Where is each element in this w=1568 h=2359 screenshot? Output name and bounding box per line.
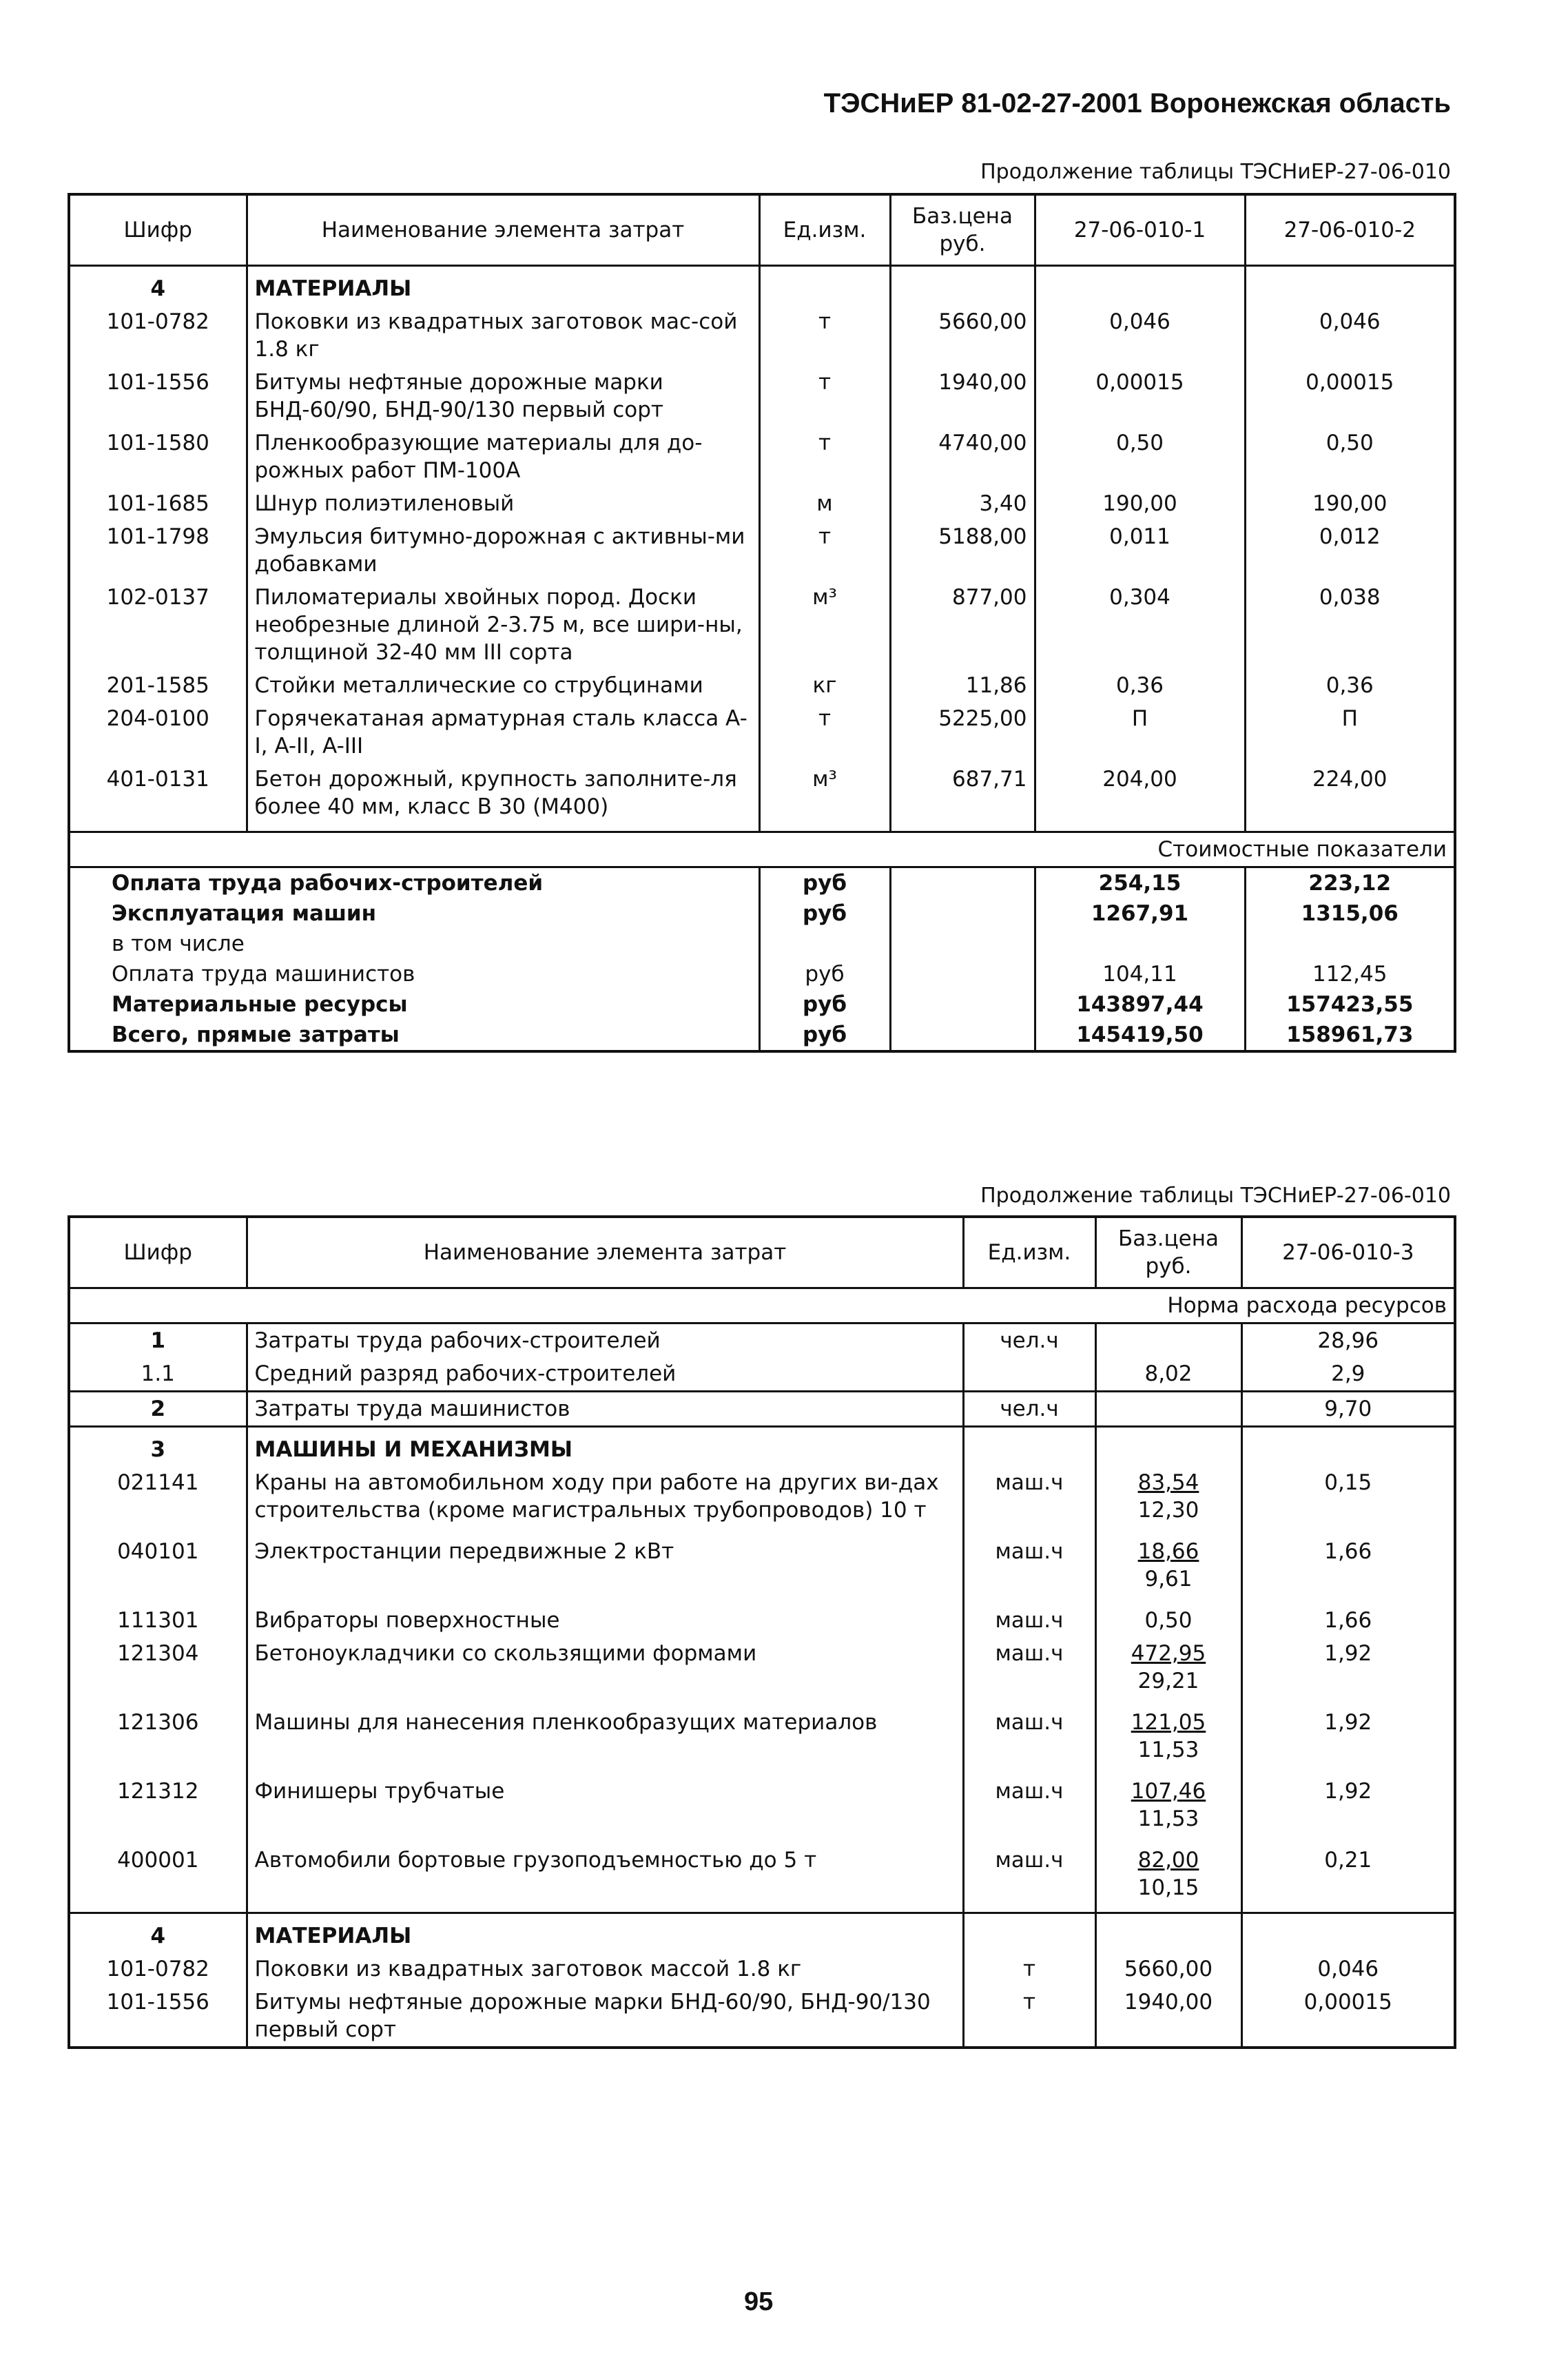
resource-name: Средний разряд рабочих-строителей	[247, 1357, 963, 1392]
table-row	[69, 1323, 1455, 1358]
norm-value-2: 190,00	[1245, 487, 1455, 520]
resource-base-price: 687,71	[890, 763, 1035, 832]
table1-body	[69, 266, 1455, 1051]
summary-value-1	[1035, 929, 1245, 959]
norm-value-1: П	[1035, 702, 1245, 763]
summary-unit: руб	[759, 989, 890, 1020]
document-header-title: ТЭСНиЕР 81-02-27-2001 Воронежская область	[823, 88, 1451, 119]
summary-label: в том числе	[69, 929, 759, 959]
operator-wage-value: 11,53	[1137, 1806, 1199, 1831]
norm-value-2: П	[1245, 702, 1455, 763]
resource-base-price	[1095, 1913, 1241, 1953]
resource-unit: т	[759, 366, 890, 426]
summary-row	[69, 898, 1455, 929]
norm-value-2: 0,038	[1245, 581, 1455, 669]
resource-base-price	[1095, 1775, 1241, 1844]
norm-value-2: 0,50	[1245, 426, 1455, 487]
resource-base-price	[1095, 1357, 1241, 1392]
cost-indicators-band	[69, 832, 1455, 867]
operator-wage-value: 10,15	[1137, 1875, 1199, 1900]
summary-row	[69, 989, 1455, 1020]
resource-base-price: 877,00	[890, 581, 1035, 669]
table-row	[69, 1637, 1455, 1706]
base-price-value: 5660,00	[1124, 1956, 1213, 1981]
summary-label: Всего, прямые затраты	[69, 1020, 759, 1051]
norm-value-3	[1241, 1913, 1455, 1953]
summary-price-empty	[890, 867, 1035, 898]
resource-base-price	[1095, 1323, 1241, 1358]
norm-value-1: 0,046	[1035, 305, 1245, 366]
resource-name: Стойки металлические со струбцинами	[247, 669, 759, 702]
norm-value-1: 0,50	[1035, 426, 1245, 487]
summary-value-2: 223,12	[1245, 867, 1455, 898]
norm-value-3: 1,92	[1241, 1706, 1455, 1775]
resource-base-price	[1095, 1637, 1241, 1706]
summary-value-2	[1245, 929, 1455, 959]
resource-base-price	[1095, 1953, 1241, 1986]
norm-value-2: 0,00015	[1245, 366, 1455, 426]
resource-code: 101-1798	[69, 520, 247, 581]
resource-unit: т	[963, 1986, 1095, 2048]
base-price-value: 0,50	[1144, 1608, 1193, 1633]
col-header-norm-2: 27-06-010-2	[1245, 194, 1455, 266]
resource-unit	[963, 1913, 1095, 1953]
norm-value-1: 190,00	[1035, 487, 1245, 520]
col-header-norm-1: 27-06-010-1	[1035, 194, 1245, 266]
resource-name: Эмульсия битумно-дорожная с активны-ми добавками	[247, 520, 759, 581]
norm-value-1: 0,011	[1035, 520, 1245, 581]
resource-unit: чел.ч	[963, 1323, 1095, 1358]
resource-unit: м	[759, 487, 890, 520]
table-row	[69, 1357, 1455, 1392]
table-row	[69, 487, 1455, 520]
col-header-price: Баз.цена руб.	[890, 194, 1035, 266]
table-row	[69, 305, 1455, 366]
resource-name: Поковки из квадратных заготовок мас-сой 1.8 кг	[247, 305, 759, 366]
table-row	[69, 520, 1455, 581]
resource-name: Поковки из квадратных заготовок массой 1.8 кг	[247, 1953, 963, 1986]
norm-value-1: 204,00	[1035, 763, 1245, 832]
summary-label: Материальные ресурсы	[69, 989, 759, 1020]
resource-name: Битумы нефтяные дорожные марки БНД-60/90, БНД-90/130 первый сорт	[247, 1986, 963, 2048]
resource-unit: маш.ч	[963, 1535, 1095, 1604]
resource-base-price: 3,40	[890, 487, 1035, 520]
resource-name: Бетон дорожный, крупность заполните-ля более 40 мм, класс В 30 (М400)	[247, 763, 759, 832]
resource-base-price	[1095, 1986, 1241, 2048]
col-header-unit: Ед.изм.	[963, 1217, 1095, 1288]
table-row	[69, 426, 1455, 487]
resource-code: 1	[69, 1323, 247, 1358]
norm-value-1: 0,00015	[1035, 366, 1245, 426]
summary-row	[69, 867, 1455, 898]
summary-value-1: 1267,91	[1035, 898, 1245, 929]
norm-value-2: 224,00	[1245, 763, 1455, 832]
resource-name: МАТЕРИАЛЫ	[247, 1913, 963, 1953]
section-number: 4	[69, 266, 247, 306]
resource-code: 102-0137	[69, 581, 247, 669]
norm-value-3: 9,70	[1241, 1392, 1455, 1427]
summary-unit: руб	[759, 959, 890, 989]
base-price-value: 18,66	[1137, 1539, 1199, 1564]
col-header-price: Баз.цена руб.	[1095, 1217, 1241, 1288]
table-row	[69, 1392, 1455, 1427]
resource-code: 021141	[69, 1466, 247, 1535]
section-row	[69, 266, 1455, 306]
section-row	[69, 1913, 1455, 1953]
norm-band-label: Норма расхода ресурсов	[69, 1288, 1455, 1323]
resource-name: Шнур полиэтиленовый	[247, 487, 759, 520]
resource-name: Электростанции передвижные 2 кВт	[247, 1535, 963, 1604]
resource-unit: маш.ч	[963, 1844, 1095, 1913]
norm-value-3: 28,96	[1241, 1323, 1455, 1358]
resource-name: Затраты труда машинистов	[247, 1392, 963, 1427]
table-row	[69, 366, 1455, 426]
norm-value-1: 0,36	[1035, 669, 1245, 702]
summary-label: Оплата труда машинистов	[69, 959, 759, 989]
page-number: 95	[744, 2287, 774, 2316]
resource-unit: т	[759, 702, 890, 763]
summary-row	[69, 929, 1455, 959]
operator-wage-value: 9,61	[1144, 1567, 1193, 1591]
table-row	[69, 1535, 1455, 1604]
table-row	[69, 763, 1455, 832]
col-header-name: Наименование элемента затрат	[247, 194, 759, 266]
resource-base-price	[1095, 1604, 1241, 1637]
resource-code: 101-0782	[69, 1953, 247, 1986]
resource-code: 1.1	[69, 1357, 247, 1392]
resource-code: 101-1556	[69, 1986, 247, 2048]
operator-wage-value: 29,21	[1137, 1669, 1199, 1693]
resource-unit: кг	[759, 669, 890, 702]
resource-unit: м³	[759, 581, 890, 669]
section-row	[69, 1427, 1455, 1467]
summary-label: Оплата труда рабочих-строителей	[69, 867, 759, 898]
summary-row	[69, 959, 1455, 989]
resource-unit	[963, 1357, 1095, 1392]
operator-wage-value: 12,30	[1137, 1498, 1199, 1523]
resource-code: 101-1556	[69, 366, 247, 426]
resource-unit	[963, 1427, 1095, 1467]
col-header-unit: Ед.изм.	[759, 194, 890, 266]
summary-price-empty	[890, 959, 1035, 989]
resource-name: Затраты труда рабочих-строителей	[247, 1323, 963, 1358]
resource-unit: маш.ч	[963, 1637, 1095, 1706]
summary-value-2: 112,45	[1245, 959, 1455, 989]
base-price-value: 83,54	[1137, 1470, 1199, 1495]
summary-row	[69, 1020, 1455, 1051]
norm-value-3: 0,15	[1241, 1466, 1455, 1535]
norm-value-3: 1,92	[1241, 1775, 1455, 1844]
resource-code: 2	[69, 1392, 247, 1427]
resource-name: Пленкообразующие материалы для до-рожных работ ПМ-100А	[247, 426, 759, 487]
table-row	[69, 1953, 1455, 1986]
resource-unit: чел.ч	[963, 1392, 1095, 1427]
resource-unit: м³	[759, 763, 890, 832]
resource-name: Вибраторы поверхностные	[247, 1604, 963, 1637]
resource-code: 101-0782	[69, 305, 247, 366]
summary-price-empty	[890, 898, 1035, 929]
norm-value-3: 2,9	[1241, 1357, 1455, 1392]
resource-unit: маш.ч	[963, 1775, 1095, 1844]
summary-price-empty	[890, 929, 1035, 959]
resource-base-price: 4740,00	[890, 426, 1035, 487]
norm-value-2: 0,36	[1245, 669, 1455, 702]
resource-name: Машины для нанесения пленкообразущих материалов	[247, 1706, 963, 1775]
resource-code: 201-1585	[69, 669, 247, 702]
norm-value-2: 0,012	[1245, 520, 1455, 581]
base-price-value: 82,00	[1137, 1848, 1199, 1873]
resource-name: Бетоноукладчики со скользящими формами	[247, 1637, 963, 1706]
resource-unit: т	[759, 426, 890, 487]
norm-value-3: 1,92	[1241, 1637, 1455, 1706]
base-price-value: 472,95	[1131, 1641, 1206, 1666]
table-row	[69, 669, 1455, 702]
summary-value-1: 143897,44	[1035, 989, 1245, 1020]
table2-body	[69, 1288, 1455, 2048]
resource-unit: маш.ч	[963, 1706, 1095, 1775]
resource-code: 401-0131	[69, 763, 247, 832]
summary-value-2: 1315,06	[1245, 898, 1455, 929]
resource-code: 3	[69, 1427, 247, 1467]
resource-code: 121304	[69, 1637, 247, 1706]
summary-value-1: 254,15	[1035, 867, 1245, 898]
norm-value-3: 1,66	[1241, 1604, 1455, 1637]
table-row	[69, 1986, 1455, 2048]
summary-unit	[759, 929, 890, 959]
resource-base-price	[1095, 1466, 1241, 1535]
table-row	[69, 1775, 1455, 1844]
norm-value-3: 0,00015	[1241, 1986, 1455, 2048]
col-header-code: Шифр	[69, 1217, 247, 1288]
norm-band	[69, 1288, 1455, 1323]
norm-value-3: 1,66	[1241, 1535, 1455, 1604]
resource-name: Автомобили бортовые грузоподъемностью до 5 т	[247, 1844, 963, 1913]
base-price-value: 1940,00	[1124, 1989, 1213, 2015]
table-row	[69, 1844, 1455, 1913]
resource-code: 121306	[69, 1706, 247, 1775]
table-row	[69, 1706, 1455, 1775]
table2-resources	[68, 1215, 1456, 2049]
norm-value-2: 0,046	[1245, 305, 1455, 366]
resource-code: 400001	[69, 1844, 247, 1913]
operator-wage-value: 11,53	[1137, 1738, 1199, 1762]
resource-unit: маш.ч	[963, 1604, 1095, 1637]
norm-value-3	[1241, 1427, 1455, 1467]
resource-unit: т	[759, 520, 890, 581]
resource-code: 204-0100	[69, 702, 247, 763]
summary-unit: руб	[759, 867, 890, 898]
resource-name: Битумы нефтяные дорожные марки БНД-60/90, БНД-90/130 первый сорт	[247, 366, 759, 426]
base-price-value: 8,02	[1144, 1361, 1193, 1386]
resource-code: 101-1685	[69, 487, 247, 520]
summary-value-1: 145419,50	[1035, 1020, 1245, 1051]
norm-value-3: 0,21	[1241, 1844, 1455, 1913]
resource-code: 4	[69, 1913, 247, 1953]
table-row	[69, 1604, 1455, 1637]
resource-unit: т	[963, 1953, 1095, 1986]
base-price-value: 107,46	[1131, 1779, 1206, 1804]
summary-price-empty	[890, 989, 1035, 1020]
summary-unit: руб	[759, 1020, 890, 1051]
resource-unit: т	[759, 305, 890, 366]
summary-unit: руб	[759, 898, 890, 929]
resource-name: МАШИНЫ И МЕХАНИЗМЫ	[247, 1427, 963, 1467]
resource-base-price	[1095, 1535, 1241, 1604]
cost-indicators-label: Стоимостные показатели	[69, 832, 1455, 867]
col-header-norm-3: 27-06-010-3	[1241, 1217, 1455, 1288]
summary-label: Эксплуатация машин	[69, 898, 759, 929]
resource-code: 101-1580	[69, 426, 247, 487]
resource-base-price	[1095, 1844, 1241, 1913]
col-header-code: Шифр	[69, 194, 247, 266]
resource-unit: маш.ч	[963, 1466, 1095, 1535]
resource-base-price	[1095, 1427, 1241, 1467]
resource-name: Краны на автомобильном ходу при работе на других ви-дах строительства (кроме магистральных трубопроводов) 10 т	[247, 1466, 963, 1535]
resource-base-price: 5188,00	[890, 520, 1035, 581]
resource-base-price	[1095, 1706, 1241, 1775]
resource-base-price: 5225,00	[890, 702, 1035, 763]
resource-code: 040101	[69, 1535, 247, 1604]
summary-price-empty	[890, 1020, 1035, 1051]
table-row	[69, 1466, 1455, 1535]
table1-header-row	[69, 194, 1455, 266]
summary-value-1: 104,11	[1035, 959, 1245, 989]
resource-base-price: 1940,00	[890, 366, 1035, 426]
summary-value-2: 158961,73	[1245, 1020, 1455, 1051]
table-row	[69, 581, 1455, 669]
base-price-value: 121,05	[1131, 1710, 1206, 1735]
section-title: МАТЕРИАЛЫ	[247, 266, 759, 306]
resource-name: Финишеры трубчатые	[247, 1775, 963, 1844]
col-header-name: Наименование элемента затрат	[247, 1217, 963, 1288]
table-row	[69, 702, 1455, 763]
resource-code: 121312	[69, 1775, 247, 1844]
norm-value-3: 0,046	[1241, 1953, 1455, 1986]
norm-value-1: 0,304	[1035, 581, 1245, 669]
resource-name: Пиломатериалы хвойных пород. Доски необрезные длиной 2-3.75 м, все шири-ны, толщиной 32-40 мм III сорта	[247, 581, 759, 669]
resource-base-price: 5660,00	[890, 305, 1035, 366]
resource-base-price	[1095, 1392, 1241, 1427]
table2-header-row	[69, 1217, 1455, 1288]
resource-base-price: 11,86	[890, 669, 1035, 702]
table1-continuation-note: Продолжение таблицы ТЭСНиЕР-27-06-010	[980, 160, 1451, 184]
table1-materials-costs	[68, 193, 1456, 1053]
summary-value-2: 157423,55	[1245, 989, 1455, 1020]
table2-continuation-note: Продолжение таблицы ТЭСНиЕР-27-06-010	[980, 1184, 1451, 1208]
resource-code: 111301	[69, 1604, 247, 1637]
resource-name: Горячекатаная арматурная сталь класса A-I, A-II, A-III	[247, 702, 759, 763]
